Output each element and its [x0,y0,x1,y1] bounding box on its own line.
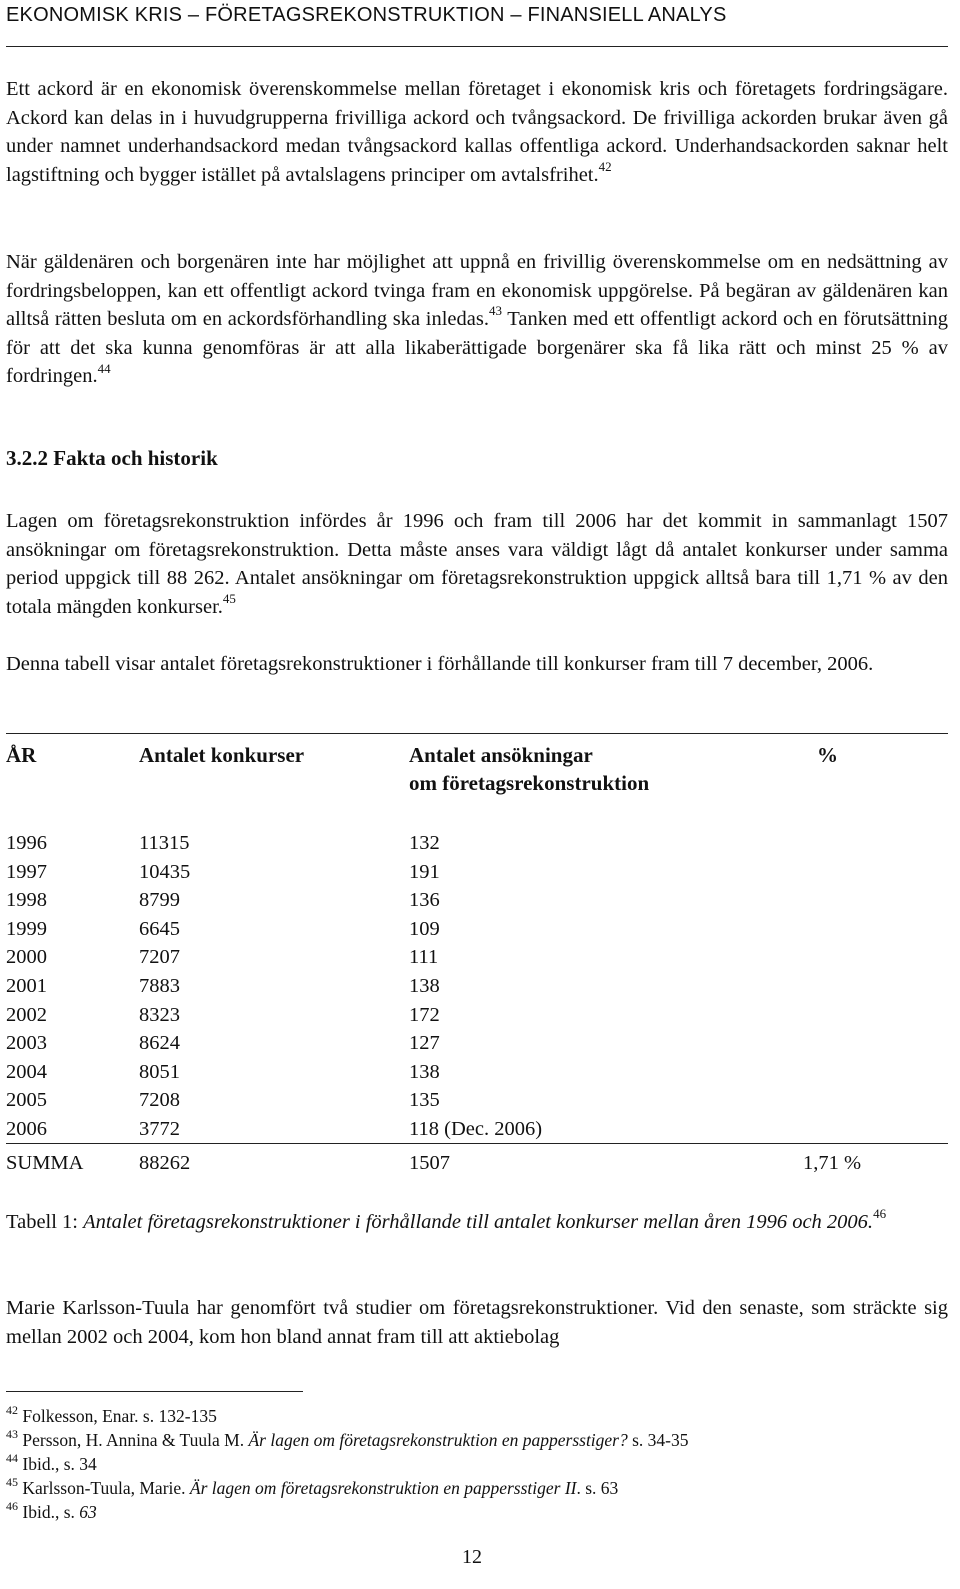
cell-bankruptcies: 7883 [139,974,180,997]
cell-year: 1998 [6,889,47,912]
footnote-text: Ibid., s. [22,1502,80,1522]
footnote-ref-46[interactable]: 46 [873,1206,887,1222]
paragraph-offentligt-ackord-text-a: När gäldenären och borgenären inte har möjlighet att uppnå en frivillig överenskommelse om en nedsättning av fordringsbeloppen, kan ett offentligt ackord tvinga fram en ekonomisk uppgörelse. På begäran av gäldenären kan alltså rätten besluta om en ackordsförhandling ska inledas. [6,251,948,331]
cell-applications: 191 [409,860,440,883]
table-top-rule [6,733,948,734]
cell-year: 1997 [6,860,47,883]
table-row [6,858,948,887]
footnote-ref-43[interactable]: 43 [488,303,502,319]
cell-bankruptcies: 8799 [139,889,180,912]
table-row [6,915,948,944]
table-header-bankruptcies: Antalet konkurser [139,743,305,767]
document-page [6,0,948,1589]
table-header-applications-line1: Antalet ansökningar [409,743,593,767]
cell-bankruptcies: 8323 [139,1003,180,1026]
summary-percent: 1,71 % [803,1152,862,1174]
footnote-number: 43 [6,1427,18,1442]
cell-bankruptcies: 3772 [139,1117,180,1140]
footnote-ref-45[interactable]: 45 [222,590,236,606]
footnote-43 [6,1428,948,1452]
cell-year: 1996 [6,832,47,854]
table-header-applications [409,741,649,797]
summary-label: SUMMA [6,1152,84,1174]
table-header-applications-line2: om företagsrekonstruktion [409,771,650,795]
paragraph-fakta [6,507,948,621]
cell-applications: 138 [409,974,440,997]
table-summary-row [6,1149,948,1177]
cell-year: 2001 [6,974,47,997]
caption-prefix: Tabell 1: [6,1211,84,1233]
paragraph-table-intro: Denna tabell visar antalet företagsrekonstruktioner i förhållande till konkurser fram till 7 december, 2006. [6,653,874,675]
paragraph-offentligt-ackord-text-b: Tanken med ett offentligt ackord och en förutsättning för att det ska kunna genomföras är att alla likaberättigade borgenärer ska få lika rätt och minst 25 % av fordringen. [6,308,949,388]
header-rule [6,46,948,47]
footnote-text: Folkesson, Enar. s. 132-135 [22,1406,217,1426]
footnote-text: Ibid., s. 34 [22,1454,97,1474]
footnote-title: 63 [79,1502,97,1522]
table-caption [6,1208,948,1237]
footnote-46 [6,1500,948,1524]
cell-applications: 135 [409,1089,440,1112]
cell-bankruptcies: 7208 [139,1089,180,1112]
summary-bankruptcies: 88262 [139,1152,191,1174]
table-row [6,1086,948,1115]
cell-year: 2003 [6,1032,47,1055]
cell-bankruptcies: 8624 [139,1032,180,1055]
footnote-number: 45 [6,1475,18,1490]
table-row [6,1001,948,1030]
footnote-44 [6,1452,948,1476]
paragraph-ackord-text: Ett ackord är en ekonomisk överenskommelse mellan företaget i ekonomisk kris och företagets fordringsägare. Ackord kan delas in i huvudgrupperna frivilliga ackord och tvångsackord. De frivilliga ackorden brukar även gå under namnet underhandsackord medan tvångsackord kallas offentliga ackord. Underhandsackorden saknar helt lagstiftning och bygger istället på avtalslagens principer om avtalsfrihet. [6,78,948,186]
table-row [6,972,948,1001]
table-header-year: ÅR [6,743,37,767]
table-header-percent: % [817,743,838,767]
footnote-title: Är lagen om företagsrekonstruktion en pappersstiger? [248,1430,628,1450]
table-row [6,886,948,915]
cell-year: 2002 [6,1003,47,1026]
cell-applications: 109 [409,917,440,940]
section-heading: 3.2.2 Fakta och historik [6,446,218,470]
table-row [6,943,948,972]
cell-applications: 172 [409,1003,440,1026]
footnote-title: Är lagen om företagsrekonstruktion en pappersstiger II [189,1478,577,1498]
paragraph-karlsson-tuula: Marie Karlsson-Tuula har genomfört två studier om företagsrekonstruktioner. Vid den senaste, som sträckte sig mellan 2002 och 2004, kom hon bland annat fram till att aktiebolag [6,1297,948,1348]
footnotes [6,1404,948,1524]
footnote-45 [6,1476,948,1500]
footnote-ref-42[interactable]: 42 [598,158,612,174]
footnote-pages: s. 34-35 [627,1430,689,1450]
table-body [6,829,948,1144]
caption-text: Antalet företagsrekonstruktioner i förhållande till antalet konkurser mellan åren 1996 och 2006. [83,1211,874,1233]
cell-year: 2000 [6,946,47,969]
cell-bankruptcies: 8051 [139,1060,180,1083]
cell-applications: 138 [409,1060,440,1083]
cell-applications: 127 [409,1032,440,1055]
cell-applications: 132 [409,832,440,854]
footnote-text: Persson, H. Annina & Tuula M. [22,1430,249,1450]
running-head: EKONOMISK KRIS – FÖRETAGSREKONSTRUKTION – FINANSIELL ANALYS [6,4,727,26]
cell-year: 1999 [6,917,47,940]
footnote-rule [6,1391,303,1392]
paragraph-ackord [6,75,948,189]
table-row [6,829,948,858]
page-number: 12 [462,1546,482,1568]
footnote-text: Karlsson-Tuula, Marie. [22,1478,190,1498]
footnote-number: 44 [6,1451,18,1466]
footnote-ref-44[interactable]: 44 [97,360,111,376]
footnote-42 [6,1404,948,1428]
footnote-pages: . s. 63 [576,1478,619,1498]
cell-bankruptcies: 10435 [139,860,191,883]
table-row [6,1115,948,1144]
footnote-number: 42 [6,1403,18,1418]
cell-bankruptcies: 6645 [139,917,180,940]
cell-year: 2005 [6,1089,47,1112]
summary-applications: 1507 [409,1152,450,1174]
cell-applications: 136 [409,889,440,912]
paragraph-fakta-text: Lagen om företagsrekonstruktion infördes år 1996 och fram till 2006 har det kommit in sammanlagt 1507 ansökningar om företagsrekonstruktion. Detta måste anses vara väldigt lågt då antalet konkurser under samma period uppgick till 88 262. Antalet ansökningar om företagsrekonstruktion uppgick alltså bara till 1,71 % av den totala mängden konkurser. [6,510,948,618]
table-summary-rule [6,1143,948,1144]
cell-applications: 111 [409,946,439,969]
table-row [6,1029,948,1058]
cell-year: 2004 [6,1060,47,1083]
table-row [6,1058,948,1087]
paragraph-offentligt-ackord [6,248,948,391]
cell-year: 2006 [6,1117,47,1140]
cell-applications: 118 (Dec. 2006) [409,1117,543,1140]
cell-bankruptcies: 7207 [139,946,180,969]
footnote-number: 46 [6,1499,18,1514]
cell-bankruptcies: 11315 [139,832,190,854]
